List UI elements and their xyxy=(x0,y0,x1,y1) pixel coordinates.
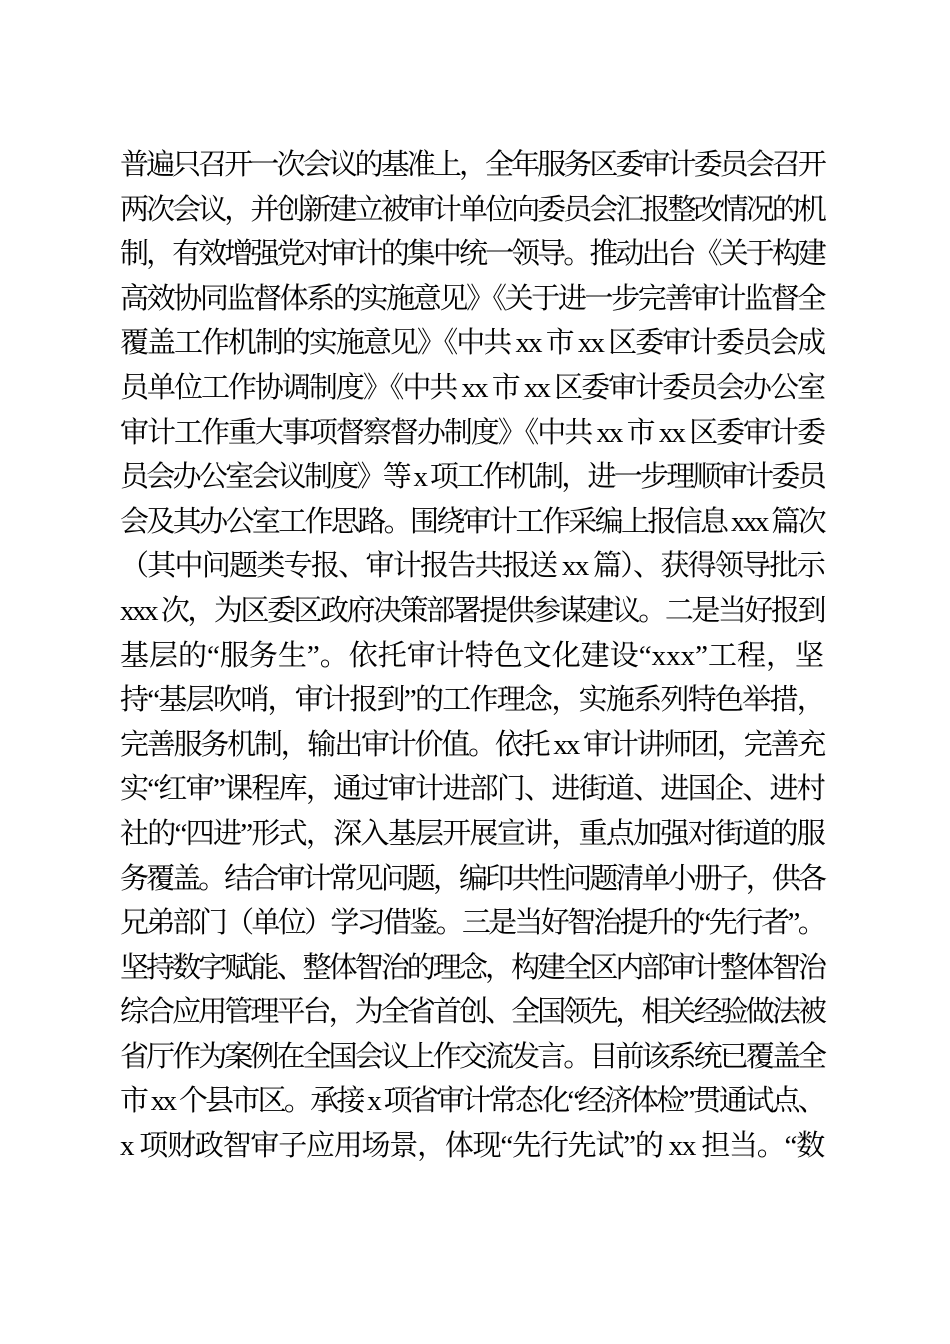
text-line xyxy=(120,857,824,902)
text-line-content: 持“基层吹哨，审计报到”的工作理念，实施系列特色举措， xyxy=(120,684,825,717)
text-line xyxy=(120,812,824,857)
text-line xyxy=(120,723,824,768)
text-line-content: 高效协同监督体系的实施意见》《关于进一步完善审计监督全 xyxy=(120,282,824,315)
text-line-content: 务覆盖。结合审计常见问题，编印共性问题清单小册子，供各 xyxy=(120,862,824,895)
text-line-content: 实“红审”课程库，通过审计进部门、进街道、进国企、进村 xyxy=(120,773,825,806)
text-line-content: 坚持数字赋能、整体智治的理念，构建全区内部审计整体智治 xyxy=(120,951,824,984)
text-line xyxy=(120,143,824,188)
text-line xyxy=(120,366,824,411)
text-line-content: 兄弟部门（单位）学习借鉴。三是当好智治提升的“先行者”。 xyxy=(120,907,825,940)
text-line xyxy=(120,232,824,277)
text-line-content: （其中问题类专报、审计报告共报送 xx 篇）、获得领导批示 xyxy=(120,550,824,583)
text-line-content: 综合应用管理平台，为全省首创、全国领先，相关经验做法被 xyxy=(120,996,824,1029)
body-text xyxy=(120,143,824,1169)
text-line xyxy=(120,188,824,233)
text-line-content: 员会办公室会议制度》等 x 项工作机制，进一步理顺审计委员 xyxy=(120,461,824,494)
text-line xyxy=(120,1124,824,1169)
text-line xyxy=(120,277,824,322)
text-line-content: 制，有效增强党对审计的集中统一领导。推动出台《关于构建 xyxy=(120,238,824,271)
text-line-content: xxx 次，为区委区政府决策部署提供参谋建议。二是当好报到 xyxy=(120,594,824,627)
text-line-content: 两次会议，并创新建立被审计单位向委员会汇报整改情况的机 xyxy=(120,193,824,226)
text-line xyxy=(120,1035,824,1080)
text-line-content: 员单位工作协调制度》《中共 xx 市 xx 区委审计委员会办公室 xyxy=(120,371,824,404)
text-line xyxy=(120,1079,824,1124)
text-line-content: 社的“四进”形式，深入基层开展宣讲，重点加强对街道的服 xyxy=(120,817,825,850)
text-line xyxy=(120,767,824,812)
text-line xyxy=(120,411,824,456)
text-line xyxy=(120,678,824,723)
text-line-content: 会及其办公室工作思路。围绕审计工作采编上报信息 xxx 篇次 xyxy=(120,505,824,538)
text-line-content: 审计工作重大事项督察督办制度》《中共 xx 市 xx 区委审计委 xyxy=(120,416,824,449)
text-line xyxy=(120,634,824,679)
text-line xyxy=(120,544,824,589)
text-line-content: 市 xx 个县市区。承接 x 项省审计常态化“经济体检”贯通试点、 xyxy=(120,1085,824,1118)
text-line-content: 基层的“服务生”。依托审计特色文化建设“xxx”工程，坚 xyxy=(120,639,824,672)
text-line xyxy=(120,946,824,991)
text-line xyxy=(120,589,824,634)
text-line-content: 完善服务机制，输出审计价值。依托 xx 审计讲师团，完善充 xyxy=(120,728,824,761)
text-line xyxy=(120,990,824,1035)
text-line xyxy=(120,901,824,946)
text-line xyxy=(120,500,824,545)
text-line xyxy=(120,321,824,366)
text-line-content: 省厅作为案例在全国会议上作交流发言。目前该系统已覆盖全 xyxy=(120,1040,824,1073)
text-line xyxy=(120,455,824,500)
text-line-content: 覆盖工作机制的实施意见》《中共 xx 市 xx 区委审计委员会成 xyxy=(120,327,824,360)
text-line-content: x 项财政智审子应用场景，体现“先行先试”的 xx 担当。“数 xyxy=(120,1130,824,1163)
text-line-content: 普遍只召开一次会议的基准上，全年服务区委审计委员会召开 xyxy=(120,149,824,181)
